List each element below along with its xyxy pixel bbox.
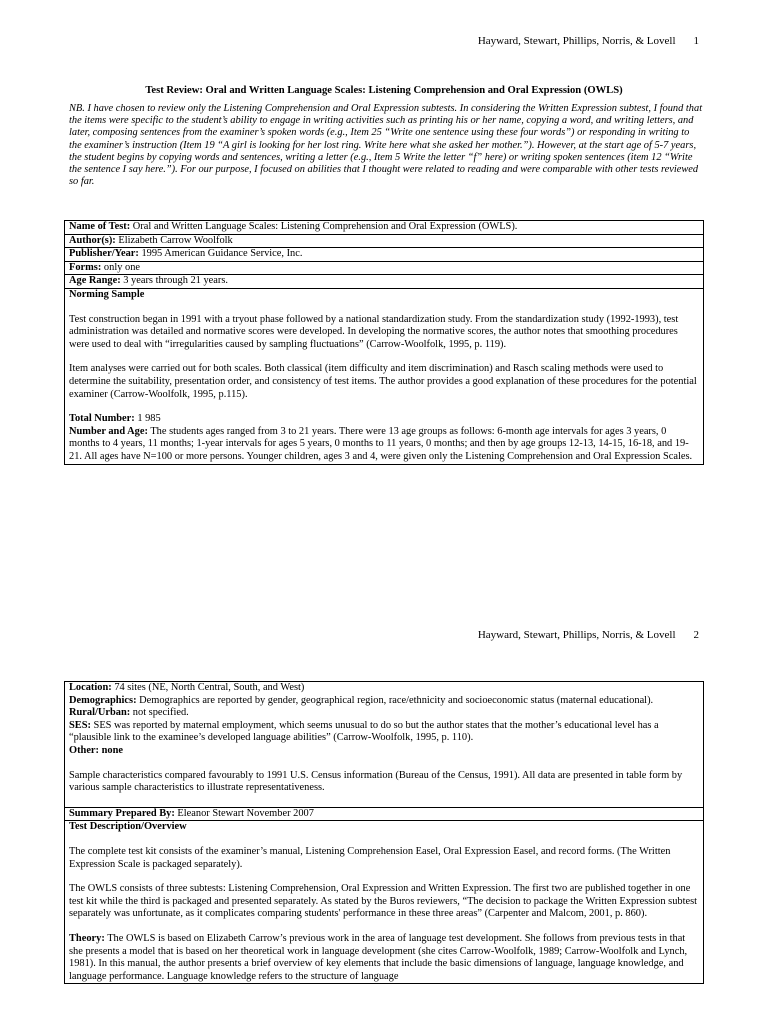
field-label: Total Number: [69,413,135,425]
running-header [478,35,699,48]
publisher-cell [65,248,704,262]
norming-sample-cell [65,288,704,464]
field-value: 1995 American Guidance Service, Inc. [138,248,303,260]
field-value: The students ages ranged from 3 to 21 years. There were 13 age groups as follows: 6-month age intervals for ages 3 years, 0 months to 4 years, 11 months; 1-year intervals for ages 5 years, 0 months to 11 years, 0 months; and then by age groups 12-13, 14-15, 16-18, and 19-21. All ages have N=100 or more persons. Younger children, ages 3 and 4, were given only the Listening Comprehension and Oral Expression Scales. [69,425,693,462]
paragraph: The OWLS consists of three subtests: Listening Comprehension, Oral Expression and Written Expression. The first two are published together in one test kit while the third is packaged and presented separately. As stated by the Buros reviewers, “The decision to package the Written Expression subtest separately was unfortunate, as it complicates comparing students' performance in these three areas” (Carpenter and Malcom, 2001, p. 860). [69,883,698,920]
field-value: 1 985 [134,413,161,425]
paragraph: Sample characteristics compared favourably to 1991 U.S. Census information (Bureau of the Census, 1991). All data are presented in table form by various sample characteristics to illustrate representativeness. [69,769,683,794]
document-page-2 [0,600,768,1024]
field-label: Age Range: [69,275,121,287]
field-value: Elizabeth Carrow Woolfolk [115,234,233,246]
paragraph: The complete test kit consists of the examiner’s manual, Listening Comprehension Easel, Oral Expression Easel, and record forms. (The Written Expression Scale is packaged separately). [69,845,671,870]
reviewer-note: NB. I have chosen to review only the Listening Comprehension and Oral Expression subtests. In considering the Written Expression subtest, I found that the items were specific to the student’s ability to engage in writing activities such as printing his or her name, copying a word, and writing letters, and later, composing sentences from the examiner’s spoken words (e.g., Item 25 “Write one sentence using these four words”) or responding in writing to the examiner’s instruction (Item 19 “A girl is looking for her lost ring. Write here what she asked her mother.”). However, at the start age of 5-7 years, the student begins by copying words and sentences, writing a letter (e.g., Item 5 Write the letter “f” here) or writing spoken sentences (item 12 “Write the sentence I say here.”). For our purpose, I focused on abilities that I thought were related to reading and were comparable with other tests reviewed so far. [69,103,703,188]
field-value: not specified. [130,707,189,719]
age-range-cell [65,275,704,289]
field-value: SES was reported by maternal employment, which seems unusual to do so but the author states that the mother’s educational level has a “plausible link to the examinee’s developed language abilities” (Carrow-Woolfolk, 1995, p. 110). [69,719,659,744]
table-row [65,248,704,262]
table-row [65,234,704,248]
table-row [65,821,704,984]
test-description-cell [65,821,704,984]
page-number: 1 [693,35,699,47]
section-heading: Norming Sample [69,288,145,300]
name-of-test-cell [65,221,704,235]
authors-cell [65,234,704,248]
field-label: Name of Test: [69,221,131,232]
field-value: 3 years through 21 years. [120,275,228,287]
field-label: Rural/Urban: [69,707,131,719]
field-label: Author(s): [69,234,116,246]
field-label: Demographics: [69,694,137,706]
forms-cell [65,261,704,275]
table-row [65,221,704,235]
table-row [65,807,704,821]
paragraph: Test construction began in 1991 with a tryout phase followed by a national standardization study. From the standardization study (1992-1993), test administration was detailed and normative scores were developed. In developing the normative scores, the author notes that smoothing procedures were used to deal with “irregularities caused by sampling fluctuations” (Carrow-Woolfolk, 1995, p. 119). [69,313,679,350]
field-value: Oral and Written Language Scales: Listening Comprehension and Oral Expression (OWLS). [130,221,518,232]
field-label: SES: [69,719,91,731]
field-label: Theory: [69,932,105,944]
test-info-table [64,681,704,984]
field-value: only one [101,261,140,273]
field-label: Location: [69,682,112,693]
table-row [65,682,704,808]
header-authors: Hayward, Stewart, Phillips, Norris, & Lovell [477,629,676,641]
table-row [65,288,704,464]
paragraph: Item analyses were carried out for both scales. Both classical (item difficulty and item discrimination) and Rasch scaling methods were used to determine the suitability, presentation order, and consistency of test items. The author provides a good explanation of these procedures for the potential examiner (Carrow-Woolfolk, 1995, p.115). [69,363,697,400]
field-value: The OWLS is based on Elizabeth Carrow’s previous work in the area of language test development. She follows from previous tests in that she presents a model that is based on her theoretical work in language development (she cites Carrow-Woolfolk, 1989; Carrow-Woolfolk and Lynch, 1981). In this manual, the author presents a brief overview of key elements that include the basic dimensions of language, language knowledge, and language performance. Language knowledge refers to the structure of language [69,932,688,982]
page-number: 2 [693,629,699,641]
field-label: Summary Prepared By: [69,807,175,819]
document-title: Test Review: Oral and Written Language Scales: Listening Comprehension and Oral Expression (OWLS) [145,85,623,96]
header-authors: Hayward, Stewart, Phillips, Norris, & Lovell [477,35,676,47]
table-row [65,275,704,289]
field-value: 74 sites (NE, North Central, South, and West) [111,682,305,693]
field-label: Forms: [69,261,102,273]
table-row [65,261,704,275]
field-label: Other: none [69,744,123,756]
field-value: Eleanor Stewart November 2007 [174,807,314,819]
sample-details-cell [65,682,704,808]
field-value: Demographics are reported by gender, geographical region, race/ethnicity and socioeconomic status (maternal educational). [136,694,654,706]
field-label: Publisher/Year: [69,248,139,260]
summary-prepared-cell [65,807,704,821]
field-label: Number and Age: [69,425,148,437]
running-header [478,629,699,642]
section-heading: Test Description/Overview [69,821,187,833]
test-info-table [64,220,704,465]
